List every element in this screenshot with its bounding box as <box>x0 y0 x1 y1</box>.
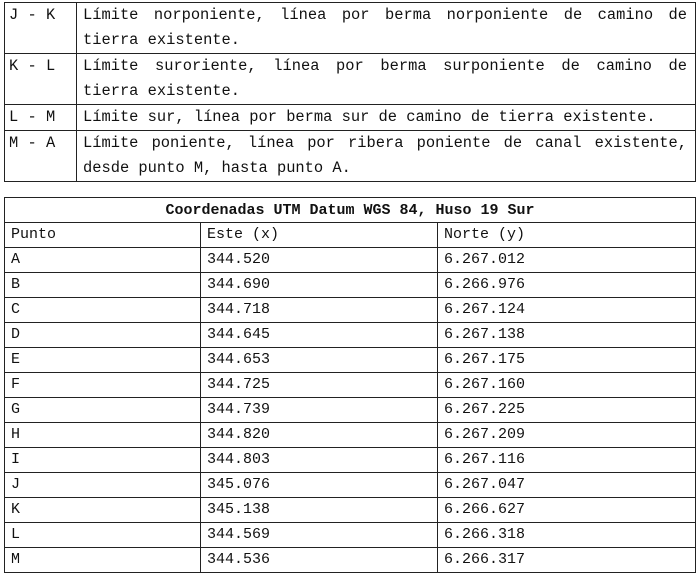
north-cell: 6.267.012 <box>438 248 696 273</box>
east-cell: 344.803 <box>201 448 438 473</box>
table-row <box>5 323 696 348</box>
segment-label: M - A <box>5 131 77 182</box>
table-row <box>5 523 696 548</box>
east-cell: 344.718 <box>201 298 438 323</box>
east-cell: 344.739 <box>201 398 438 423</box>
east-cell: 344.820 <box>201 423 438 448</box>
table-row <box>5 298 696 323</box>
table-row <box>5 473 696 498</box>
north-cell: 6.267.209 <box>438 423 696 448</box>
segment-description: Límite sur, línea por berma sur de camino de tierra existente. <box>77 105 696 131</box>
east-cell: 344.725 <box>201 373 438 398</box>
point-cell: A <box>5 248 201 273</box>
table-row <box>5 448 696 473</box>
table-row <box>5 54 696 105</box>
table-header-row <box>5 223 696 248</box>
boundary-limits-table <box>4 2 696 182</box>
north-cell: 6.267.047 <box>438 473 696 498</box>
point-cell: F <box>5 373 201 398</box>
point-cell: I <box>5 448 201 473</box>
east-cell: 344.520 <box>201 248 438 273</box>
north-cell: 6.267.175 <box>438 348 696 373</box>
table-row <box>5 348 696 373</box>
north-cell: 6.267.225 <box>438 398 696 423</box>
table-row <box>5 131 696 182</box>
table-row <box>5 423 696 448</box>
north-cell: 6.266.627 <box>438 498 696 523</box>
table-row <box>5 3 696 54</box>
segment-description: Límite poniente, línea por ribera poniente de canal existente, desde punto M, hasta punto A. <box>77 131 696 182</box>
east-cell: 344.653 <box>201 348 438 373</box>
table-row <box>5 105 696 131</box>
north-cell: 6.267.138 <box>438 323 696 348</box>
east-cell: 344.690 <box>201 273 438 298</box>
table-row <box>5 548 696 573</box>
table-title: Coordenadas UTM Datum WGS 84, Huso 19 Sur <box>5 198 696 223</box>
point-cell: K <box>5 498 201 523</box>
segment-label: J - K <box>5 3 77 54</box>
north-cell: 6.267.116 <box>438 448 696 473</box>
point-cell: G <box>5 398 201 423</box>
point-cell: H <box>5 423 201 448</box>
column-header-este: Este (x) <box>201 223 438 248</box>
table-row <box>5 498 696 523</box>
segment-label: L - M <box>5 105 77 131</box>
table-title-row <box>5 198 696 223</box>
utm-coordinates-table <box>4 197 696 573</box>
column-header-norte: Norte (y) <box>438 223 696 248</box>
point-cell: B <box>5 273 201 298</box>
segment-description: Límite suroriente, línea por berma surponiente de camino de tierra existente. <box>77 54 696 105</box>
segment-label: K - L <box>5 54 77 105</box>
segment-description: Límite norponiente, línea por berma norponiente de camino de tierra existente. <box>77 3 696 54</box>
north-cell: 6.266.318 <box>438 523 696 548</box>
north-cell: 6.267.160 <box>438 373 696 398</box>
column-header-punto: Punto <box>5 223 201 248</box>
east-cell: 345.138 <box>201 498 438 523</box>
point-cell: C <box>5 298 201 323</box>
point-cell: E <box>5 348 201 373</box>
coordinates-body <box>5 248 696 573</box>
table-row <box>5 273 696 298</box>
east-cell: 344.645 <box>201 323 438 348</box>
north-cell: 6.266.317 <box>438 548 696 573</box>
east-cell: 344.536 <box>201 548 438 573</box>
point-cell: M <box>5 548 201 573</box>
table-row <box>5 373 696 398</box>
table-row <box>5 398 696 423</box>
point-cell: J <box>5 473 201 498</box>
north-cell: 6.267.124 <box>438 298 696 323</box>
point-cell: L <box>5 523 201 548</box>
east-cell: 345.076 <box>201 473 438 498</box>
east-cell: 344.569 <box>201 523 438 548</box>
north-cell: 6.266.976 <box>438 273 696 298</box>
table-row <box>5 248 696 273</box>
point-cell: D <box>5 323 201 348</box>
